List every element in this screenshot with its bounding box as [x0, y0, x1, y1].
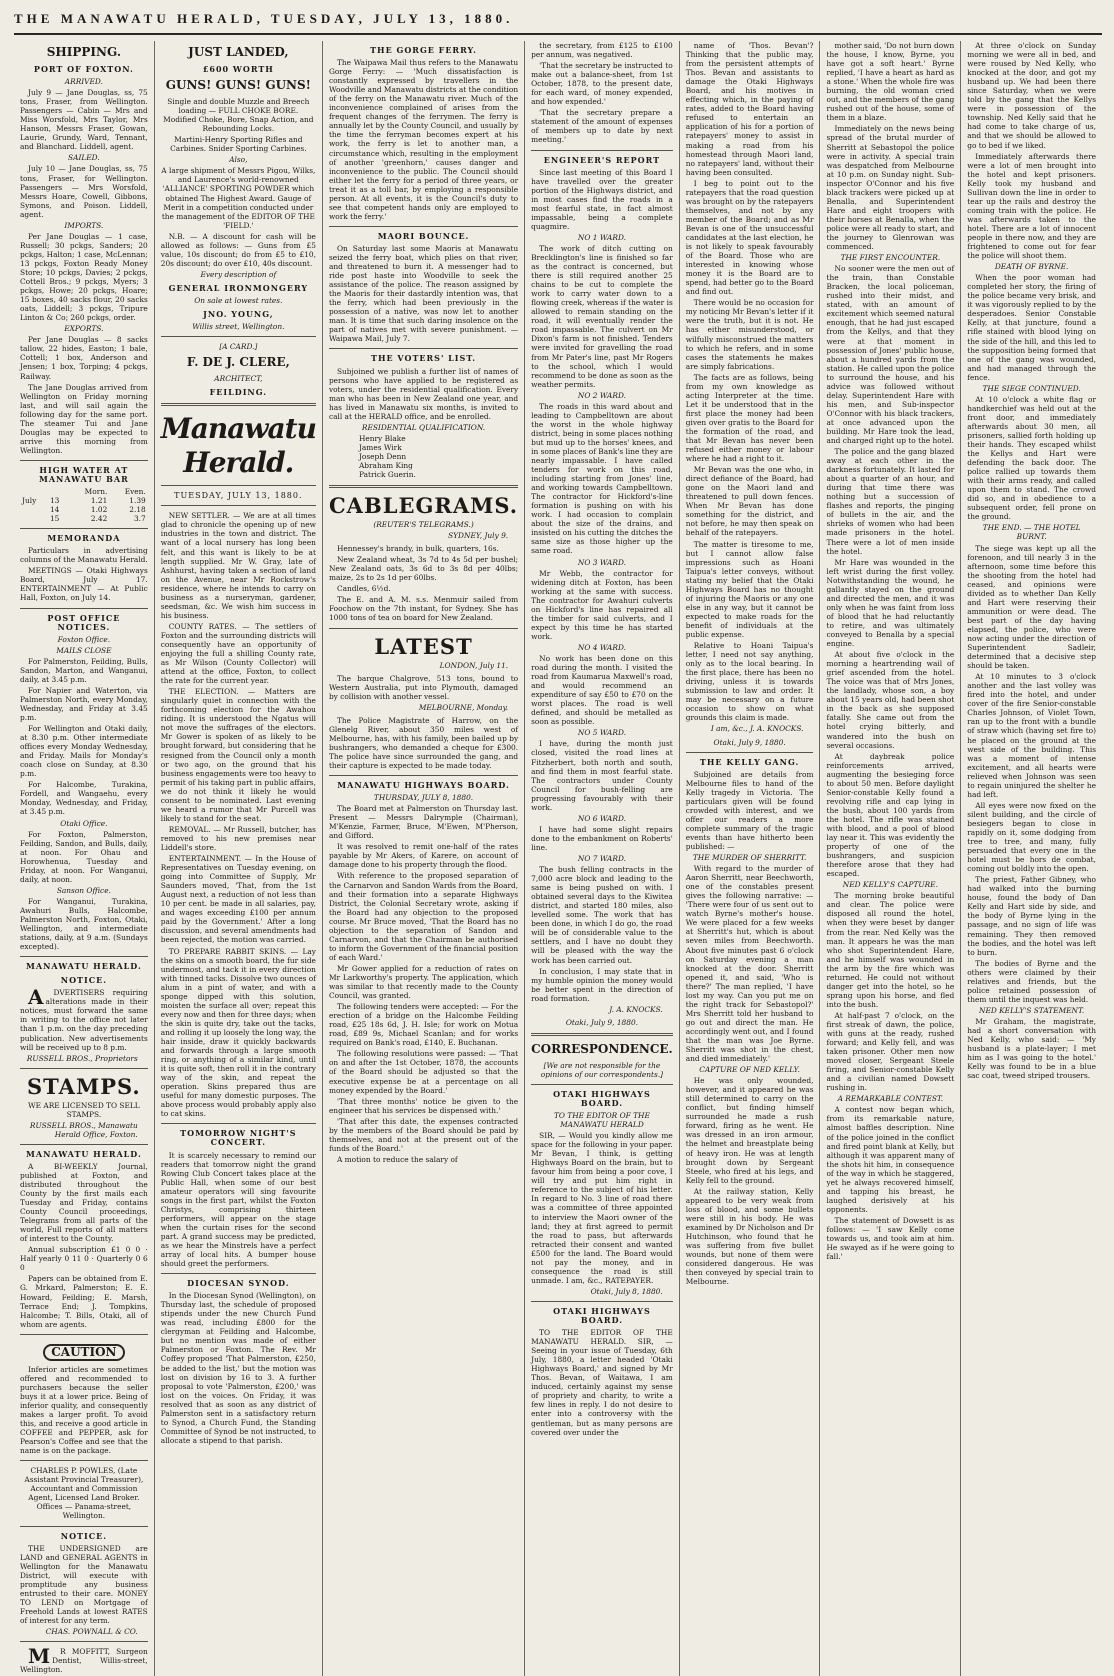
- mails-close-label: MAILS CLOSE: [56, 645, 112, 655]
- table-cell: 1.21: [90, 496, 108, 506]
- divider: [20, 1334, 148, 1335]
- divider: [161, 1273, 316, 1274]
- divider: [531, 1301, 673, 1302]
- kelly-text: The police and the gang blazed away at each other in the darkness fortunately. It lasted for about a quarter of an hour, and during that time there was nothing but a succession of flashes and reports, the pinging of bullets in the air, and the shrieks of women who had been made prisoners in the hotel. There were a lot of men inside the hotel.: [826, 447, 955, 556]
- divider: [531, 150, 673, 151]
- memoranda-meetings: MEETINGS — Otaki Highways Board, July 17. ENTERTAINMENT — At Public Hall, Foxton, on July 14.: [20, 566, 148, 603]
- table-cell: 1.02: [90, 505, 108, 515]
- ward-label: NO 7 WARD.: [577, 853, 626, 863]
- herald2-heading: MANAWATU HERALD.: [26, 1148, 142, 1159]
- notice2-signature: CHAS. POWNALL & CO.: [45, 1626, 138, 1636]
- table-cell: [20, 505, 48, 514]
- ward-label: NO 4 WARD.: [577, 642, 626, 652]
- table-header-cell: Even.: [124, 487, 146, 497]
- divider: [686, 752, 814, 753]
- article-paragraph: TO PREPARE RABBIT SKINS. — Lay the skins on a smooth board, the fur side undermost, and tack it in every direction with tinned tacks. Dissolve two ounces of alum in a pint of water, and with a sponge dipped with this solution, moisten the surface all over; repeat this every now and then for three days; when the skin is quite dry, take out the tacks, and rolling it up loosely the long way, the hair inside, draw it quickly backwards and forwards through a large smooth ring, or anything of a similar kind, until it is quite soft, then roll it in the contrary way of the skin, and repeat the operation. Skins prepared thus are useful for many domestic purposes. The above process would probably apply also to cat skins.: [160, 946, 316, 1119]
- kelly-text: No sooner were the men out of the train, than Constable Bracken, the local policeman, rushed into their midst, and stated, with an amount of excitement which seemed natural enough, that he had just escaped from the Kellys, and that they were at that moment in possession of Jones' public house, about a hundred yards from the station. He called upon the police to surround the house, and his advice was followed without delay. Superintendent Hare with his men, and Sub-inspector O'Connor with his black trackers, at once advanced upon the building. Mr Hare took the lead, and charged right up to the hotel.: [826, 264, 955, 446]
- ward-label: NO 1 WARD.: [577, 232, 626, 242]
- divider: [329, 775, 518, 776]
- arrival-text: July 9 — Jane Douglas, ss, 75 tons, Fraser, from Wellington. Passengers — Cabin — Mrs and Miss Worsfold, Mrs Taylor, Mrs Hanson, Messrs Fraser, Gowan, Laurie, Grundy, Ward, Tennant, and Blanchard. Liddell, agent.: [20, 88, 148, 152]
- columns: [14, 41, 1102, 1675]
- divider: [20, 608, 148, 609]
- divider: [20, 460, 148, 461]
- letter-signature: I am, &c., J. A. KNOCKS.: [710, 724, 804, 734]
- divider: [20, 1526, 148, 1527]
- capture-subheading: CAPTURE OF NED KELLY.: [699, 1065, 800, 1075]
- table-cell: 2.42: [90, 514, 108, 524]
- kelly-text: All eyes were now fixed on the silent building, and the circle of besiegers began to close in rapidly on it, some dodging from tree to tree, and many, fully persuaded that every one in the hotel must be hors de combat, coming out boldly into the open.: [967, 800, 1096, 874]
- table-header-cell: [20, 487, 48, 496]
- divider: [329, 226, 518, 227]
- kelly-text: Subjoined are details from Melbourne files to hand of the Kelly tragedy in Victoria. The particulars given will be found crowded with interest, and we offer our readers a more complete summary of the tragic events than have hitherto been published: —: [685, 769, 814, 851]
- high-water-heading: HIGH WATER AT MANAWATU BAR: [38, 464, 129, 484]
- table-row: [20, 514, 148, 523]
- maori-heading: MAORI BOUNCE.: [377, 230, 470, 241]
- post-text: For Wanganui, Turakina, Awahuri Bulls, Halcombe, Palmerston North, Foxton, Otaki, Wellington, and intermediate stations, daily, at 9 a.m. (Sundays excepted).: [20, 896, 148, 952]
- kelly-text: Mr Graham, the magistrate, had a short conversation with Ned Kelly, who said: — 'My husband is a plate-layer; I met him as I was going to the hotel.' Kelly was found to be in a blue sac coat, tweed striped trousers.: [967, 1016, 1096, 1081]
- table-cell: 3.7: [133, 514, 146, 524]
- powles-ad: CHARLES P. POWLES, (Late Assistant Provincial Treasurer), Accountant and Commission Agent, Licensed Land Broker. Offices — Panama-street, Wellington.: [24, 1466, 144, 1521]
- column-5: [680, 41, 821, 1676]
- table-header-row: [20, 487, 148, 496]
- foxton-office-label: Foxton Office.: [57, 634, 111, 644]
- engineer-place: Otaki, July 9, 1880.: [565, 1017, 638, 1027]
- correspondence-heading: CORRESPONDENCE.: [531, 1041, 673, 1056]
- ward-label: NO 6 WARD.: [577, 813, 626, 823]
- highways-text: The following tenders were accepted: — For the erection of a bridge on the Halcombe Feilding road, £25 18s 6d, J. H. Isle; for work on Motua road, £89 9s, Michael Scanlan; and for works required on Bank's road, £140, E. Buchanan.: [328, 1002, 519, 1048]
- clere-name: F. DE J. CLERE,: [186, 355, 290, 370]
- kelly-text: A contest now began which, from its remarkable nature, almost baffles description. Nine of the police joined in the conflict and fired point blank at Kelly, but although it was apparent many of the shots hit him, in consequence of the way in which he staggered, yet he always recovered himself, and tapping his breast, he laughed derisively at his opponents.: [826, 1105, 955, 1214]
- ned-kelly-capture-subheading: NED KELLY'S CAPTURE.: [842, 880, 938, 890]
- subscription-text: Annual subscription £1 0 0 · Half yearly 0 11 0 · Quarterly 0 6 0: [20, 1245, 148, 1273]
- letter-text: There would be no occasion for my noticing Mr Bevan's letter if it were the truth, but it is not. He has either misunderstood, or wilfully misconstrued the matters to which he refers, and in some cases the statements he makes are simply fabrications.: [685, 298, 814, 371]
- ward-label: NO 5 WARD.: [577, 728, 626, 738]
- divider: [20, 1460, 148, 1461]
- post-text: For Foxton, Palmerston, Feilding, Sandon, and Bulls, daily, at noon. For Ohau and Horowhenua, Tuesday and Friday, at noon. For Wanganui, daily, at noon.: [20, 829, 148, 884]
- engineer-text: Since last meeting of this Board I have travelled over the greater portion of the Highways district, and in most cases find the roads in a most fearful state, in fact almost impassable, being a complete quagmire.: [531, 167, 673, 231]
- kelly-text: At half-past 7 o'clock, on the first streak of dawn, the police, with guns at the ready, rushed forward; and Kelly fell, and was taken prisoner. Other men now moved closer, Sergeant Steele firing, and Senior-constable Kelly and a civilian named Dowsett rushing in.: [826, 1010, 955, 1093]
- notice-text: ADVERTISERS requiring alterations made in their notices, must forward the same in writing to the office not later than 1 p.m. on the day preceding publication. New advertisements will be received up to 8 p.m.: [20, 985, 148, 1052]
- kelly-text: mother said, 'Do not burn down the house, I know, Byrne, you have got a soft heart.' Byrne replied, 'I have a heart as hard as a stone.' When the whole fire was burning, the old woman cried out, and the members of the gang rushed out of the house, some of them in a blaze.: [826, 41, 955, 123]
- sailed-label: SAILED.: [68, 153, 100, 163]
- post-text: For Wellington and Otaki daily, at 8.30 p.m. Other intermediate offices every Monday Wednesday, and Friday. Mails for Monday's coach close on Sunday, at 8.30 p.m.: [20, 724, 148, 779]
- letter-place: Otaki, July 9, 1880.: [713, 737, 786, 747]
- table-cell: July: [22, 496, 37, 506]
- notice2-text: THE UNDERSIGNED are LAND and GENERAL AGENTS in Wellington for the Manawatu District, will execute with promptitude any business entrusted to their care. MONEY TO LEND on Mortgage of Freehold Lands at lowest RATES of interest for any term.: [20, 1543, 148, 1625]
- guns-heading: GUNS! GUNS! GUNS!: [165, 78, 311, 93]
- memoranda-text: Particulars in advertising columns of the Manawatu Herald.: [20, 546, 148, 565]
- kelly-text: The morning broke beautiful and clear. The police were disposed all round the hotel, when they were beset by danger from the rear. Ned Kelly was the man. It appears he was the man who shot Superintendent Hare, and he himself was wounded in the arm by the fire which was returned. He could not without danger get into the hotel, so he sprang upon his horse, and fled into the bush.: [826, 891, 955, 1009]
- column-7: [961, 41, 1102, 1676]
- divider: [20, 1068, 148, 1069]
- voters-list: [359, 434, 518, 479]
- table-cell: 13: [49, 496, 60, 506]
- masthead-title: THE MANAWATU HERALD, TUESDAY, JULY 13, 1880.: [14, 11, 514, 26]
- kelly-text: He was only wounded, however, and it appeared he was still determined to carry on the conflict, but finding himself surrounded he made a rush forward, firing as he went. He was dressed in an iron armour, the helmet and breastplate being of heavy iron. He was at length brought down by Sergeant Steele, who fired at his legs, and Kelly fell to the ground.: [685, 1076, 814, 1185]
- cable-text: The E. and A. M. s.s. Menmuir sailed from Foochow on the 7th instant, for Sydney. She has 1000 tons of tea on board for New Zealand.: [328, 595, 519, 623]
- table-header-cell: Morn.: [84, 487, 108, 497]
- statement-subheading: NED KELLY'S STATEMENT.: [979, 1005, 1085, 1015]
- column-2: [155, 41, 323, 1676]
- architect-label: ARCHITECT,: [214, 374, 263, 384]
- notice-heading: NOTICE.: [60, 975, 107, 986]
- arrived-label: ARRIVED.: [64, 77, 103, 87]
- engineer-signature: J. A. KNOCKS.: [609, 1004, 663, 1014]
- post-text: For Halcombe, Turakina, Fordell, and Wangaehu, every Monday, Wednesday, and Friday, at 3.45 p.m.: [20, 780, 148, 817]
- papers-text: Papers can be obtained from E. G. Mrkard, Palmerston; E. E. Howard, Feilding; E. Marsh, Terrace End; J. Tompkins, Halcombe; T. Bills, Otaki, all of whom are agents.: [20, 1274, 148, 1329]
- table-row: [20, 505, 148, 514]
- otaki-heading: OTAKI HIGHWAYS BOARD.: [553, 1088, 651, 1108]
- letter-text: TO THE EDITOR OF THE MANAWATU HERALD. SIR, — Seeing in your issue of Tuesday, 6th July, 1880, a letter headed 'Otaki Highways Board,' and signed by Mr Thos. Bevan, of Waitawa, I am induced, certainly against my sense of propriety and charity, to write a few lines in reply. I do not desire to enter into a controversy with the gentleman, but as many persons are covered over under the: [531, 1328, 673, 1437]
- reuter-label: (REUTER'S TELEGRAMS.): [373, 520, 474, 530]
- also-label: Also,: [229, 155, 248, 165]
- list-item: Patrick Guerin.: [358, 470, 416, 480]
- sanson-office-label: Sanson Office.: [56, 885, 111, 895]
- kelly-text: The siege was kept up all the forenoon, and till nearly 3 in the afternoon, some time before this the shooting from the hotel had ceased, and opinions were divided as to whether Dan Kelly and Hart were reserving their ammunition or were dead. The best part of the day having elapsed, the police, who were now acting under the direction of Superintendent Sadleir, determined that a decisive step should be taken.: [967, 543, 1096, 671]
- article-paragraph: NEW SETTLER. — We are at all times glad to chronicle the opening up of new industries in the town and district. The want of a local nursery has long been felt, and this want is likely to be at length supplied. Mr W. Gray, late of Ashhurst, having taken a section of land on the Avenue, near Mr Rockstrow's residence, where he intends to carry on business as a nurseryman, gardener, seedsman, &c. We wish him success in his business.: [160, 511, 316, 620]
- kelly-text: At daybreak police reinforcements arrived, augmenting the besieging force to about 50 men. Before daylight Senior-constable Kelly found a revolving rifle and cap lying in the bush, about 100 yards from the hotel. The rifle was stained with blood, and a pool of blood lay near it. This was evidently the property of one of the bushrangers, and suspicion therefore arose that they had escaped.: [826, 751, 955, 879]
- engineer-text: The work of ditch cutting on Brecklington's line is finished so far as the contract is concerned, but there is still required another 25 chains to be cut to complete the work to carry water down to a flowing creek, whereas if the water is allowed to remain standing on the road, it will eventually render the road impassable. The culvert on Mr Dixon's farm is not finished. Tenders were invited for gravelling the road from Mr Pater's line, past Mr Rogers to the school, which I would recommend to be done as soon as the weather permits.: [531, 243, 673, 389]
- kelly-text: At the railway station, Kelly appeared to be very weak from loss of blood, and some bullets were still in his body. He was examined by Dr Nicholson and Dr Hutchinson, who found that he was suffering from five bullet wounds, but none of them were considered dangerous. He was then conveyed by special train to Melbourne.: [685, 1186, 814, 1287]
- kelly-text: When the poor woman had completed her story, the firing of the police became very brisk, and it was vigorously replied to by the desperadoes. Senior Constable Kelly, at that juncture, found a rifle stained with blood lying on the side of the hill, and this led to the supposition being formed that one of the gang was wounded, and had managed through the fence.: [967, 273, 1096, 382]
- highways-heading: MANAWATU HIGHWAYS BOARD.: [337, 780, 510, 791]
- every-label: Every description of: [200, 269, 277, 279]
- concert-text: It is scarcely necessary to remind our readers that tomorrow night the grand Rowing Club Concert takes place at the Public Hall, when some of our best amateur operators will sing favourite songs in the first part, whilst the Foxton Christys, comprising thirteen performers, will appear on the stage when the curtain rises for the second part. A grand success may be predicted, as we hear the Minstrels have a perfect array of local hits. A bumper house should greet the performers.: [160, 1150, 316, 1269]
- article-paragraph: REMOVAL. — Mr Russell, butcher, has removed to his new premises near Liddell's store.: [160, 824, 316, 852]
- masthead: [14, 8, 1102, 35]
- exports-label: EXPORTS.: [64, 324, 104, 334]
- cable-text: New Zealand wheat, 3s 7d to 4s 5d per bushel; New Zealand oats, 3s 6d to 3s 8d per 40lbs; maize, 2s to 2s 1d per 60lbs.: [328, 555, 519, 583]
- engineer-heading: ENGINEER'S REPORT: [543, 154, 661, 165]
- concert-heading: TOMORROW NIGHT'S CONCERT.: [180, 1128, 297, 1148]
- highways-text: The following resolutions were passed: — 'That on and after the 1st October, 1878, the accounts of the Board should be adjusted so that the executive expense be at a percentage on all money expended by the Board.': [328, 1049, 519, 1095]
- ward-label: NO 3 WARD.: [577, 557, 626, 567]
- correspondence-note: [We are not responsible for the opinions of our correspondents.]: [540, 1060, 664, 1079]
- shipping-heading: SHIPPING.: [46, 45, 121, 59]
- notice2-heading: NOTICE.: [60, 1530, 107, 1541]
- letter-signature: Otaki, July 8, 1880.: [590, 1286, 663, 1296]
- cable-text: Candles, 6½d.: [336, 584, 391, 594]
- divider: [20, 1144, 148, 1145]
- column-3: [323, 41, 525, 1676]
- table-cell: 15: [49, 514, 60, 524]
- ferry-text: The Waipawa Mail thus refers to the Manawatu Gorge Ferry: — 'Much dissatisfaction is constantly expressed by travellers in the Woodville and Manawatu districts at the condition of the ferry on the Manawatu river. Much of the inconvenience complained of arises from the frequent changes of the ferrymen. The ferry is annually let by the County Council, and usually by the time the ferryman becomes expert at his work, the ferry is let to another man, a circumstance which, resulting in the employment of another 'greenhorn,' causes danger and inconvenience to the public. The Council should either let the ferry for a period of three years, or treat it as a toll bar, by employing a responsible person. At all events, it is the Council's duty to see that competent hands only are employed to work the ferry.': [328, 58, 519, 221]
- high-water-table: [20, 487, 148, 523]
- voters-text: Subjoined we publish a further list of names of persons who have applied to be registered as voters, under the residential qualification. Every man who has been in New Zealand one year, and has lived in Manawatu six months, is invited to call at the HERALD office, and be enrolled.: [328, 366, 519, 421]
- letter-text: The facts are as follows, being from my own knowledge as acting Interpreter at the time. Let it be understood that in the first place the money had been given over gratis to the Board for the formation of the road, and that Mr Bevan has never been refused either money or labour where he had a right to it.: [685, 372, 814, 464]
- stamps-signature: RUSSELL BROS., Manawatu Herald Office, Foxton.: [29, 1120, 138, 1139]
- synod-text: In the Diocesan Synod (Wellington), on Thursday last, the schedule of proposed stipends under the new Church Fund was read, including £800 for the clergyman at Feilding and Halcombe, but no mention was made of either Palmerston or Foxton. The Rev. Mr Coffey proposed 'That Palmerston, £250, be added to the list,' but the motion was lost on division by 16 to 3. A further proposal to vote 'Palmerston, £200,' was lost on the voices. On Friday, it was resolved that as soon as any district of Palmerston sent in a satisfactory return to Synod, a Church Fund, the Standing Committee of Synod be not instructed, to allocate a stipend to that parish.: [160, 1291, 316, 1445]
- guns-text: Single and double Muzzle and Breech loading — FULL CHOKE BORE. Modified Choke, Bore, Snap Action, and Rebounding Locks.: [163, 97, 314, 134]
- latest-text: The barque Chalgrove, 513 tons, bound to Western Australia, put into Plymouth, damaged by collision with another vessel.: [328, 673, 519, 701]
- synod-heading: DIOCESAN SYNOD.: [187, 1278, 290, 1289]
- siege-subheading: THE SIEGE CONTINUED.: [982, 383, 1081, 393]
- otaki-to: TO THE EDITOR OF THE MANAWATU HERALD: [553, 1111, 650, 1130]
- divider: [531, 1084, 673, 1085]
- sniders-text: Martini-Henry Sporting Rifles and Carbines. Snider Sporting Carbines.: [170, 135, 307, 154]
- list-item: Henry Blake: [358, 433, 406, 443]
- letter-text: I beg to point out to the ratepayers that the road question was brought on by the ratepayers themselves, and not by any member of the Board; and as Mr Bevan is one of the unsuccessful candidates at the last election, he is not likely to speak favourably of the Board. Those who are interested in knowing whose money it is the Board are to spend, had better go to the Board and find out.: [685, 178, 814, 297]
- engineer-text: No work has been done on this road during the month. I visited the road from Kaumarua Maxwell's road, and would recommend an expenditure of say £50 to £70 on the worst places. The road is well defined, and should be metalled as soon as possible.: [531, 654, 673, 727]
- kelly-text: At three o'clock on Sunday morning we were all in bed, and were roused by Ned Kelly, who knocked at the door, and got my husband up. We had been there since Saturday, when we were told by the gang that the Kellys were in possession of the township. Ned Kelly said that he had come to take charge of us, and that we should be allowed to go to bed if we liked.: [967, 41, 1096, 150]
- kelly-text: Mr Hare was wounded in the left wrist during the first volley. Notwithstanding the wound, he gallantly stayed on the ground and directed the men, and it was only when he was faint from loss of blood that he had reluctantly to retire, and was ultimately conveyed to Benalla by a special engine.: [826, 557, 955, 649]
- kelly-text: With regard to the murder of Aaron Sherritt, near Beechworth, one of the constables present gives the following narrative: — 'There were four of us sent out to watch Byrne's mother's house. We were placed for a few weeks at Sherritt's hut, which is about seven miles from Beechworth. About five minutes past 6 o'clock on Saturday evening a man knocked at the door. Sherritt opened it, and said, 'Who is there?' The man replied, 'I have lost my way. Can you put me on the right track for Sebastopol?' Mrs Sherritt told her husband to go out and direct the man. He accordingly went out, and I found that the man was Joe Byrne. Sherritt was shot in the chest, and died immediately.': [685, 864, 814, 1064]
- engineer-text: I have had some slight repairs done to the embankment on Roberts' line.: [531, 824, 673, 852]
- otaki2-heading: OTAKI HIGHWAYS BOARD.: [553, 1305, 651, 1325]
- letter-text: The matter is tiresome to me, but I cannot allow false impressions such as Hoani Taipua's letter conveys, without stating my belief that the Otaki Highways Board has no thought of injuring the Maoris or any one else in any way, but it cannot be expected to make roads for the benefit of individuals at the public expense.: [685, 539, 814, 639]
- cablegrams-heading: CABLEGRAMS.: [328, 493, 519, 519]
- feilding-label: FEILDING.: [209, 387, 268, 398]
- article-paragraph: THE ELECTION. — Matters are singularly quiet in connection with the forthcoming election for the Awahou riding. It is understood the Ngatus will not move the suffrages of the electors. Mr Gower is spoken of as likely to be brought forward, but considering that he resigned from the Council only a month or two ago, on the ground that his business engagements were too heavy to permit of his taking part in public affairs, we do not think it likely he would consent to be nominated. Last evening we heard a rumor that Mr Purcell was likely to stand for the seat.: [160, 687, 316, 823]
- murder-subheading: THE MURDER OF SHERRITT.: [692, 853, 807, 863]
- divider: [329, 628, 518, 629]
- melbourne-dateline: MELBOURNE, Monday.: [418, 702, 509, 712]
- kelly-heading: THE KELLY GANG.: [699, 756, 800, 767]
- maori-text: On Saturday last some Maoris at Manawatu seized the ferry boat, which plies on that river, and threatened to burn it. A messenger had to ride post haste into Woodville to seek the assistance of the police. The reason assigned by the Maoris for their dastardly intention was, that the ferry, which had been previously in the possession of a native, was now let to another man. It is time that such daring insolence on the part of natives met with severe punishment. — Waipawa Mail, July 7.: [328, 243, 519, 344]
- highways-text: 'That after this date, the expenses contracted by the members of the Board should be paid by themselves, and not at the present out of the funds of the Board.': [328, 1116, 519, 1153]
- powder-text: A large shipment of Messrs Pigou, Wilks, and Laurence's world-renowned 'ALLIANCE' SPORTING POWDER which obtained The Highest Award. Gauge of Merit in a competition conducted under the management of the EDITOR OF THE 'FIELD.': [161, 166, 316, 230]
- expected-text: The Jane Douglas arrived from Wellington on Friday morning last, and will sail again the following day for the same port. The steamer Tui and Jane Douglas may be expected to arrive this morning from Wellington.: [20, 382, 148, 455]
- card-label: [A CARD.]: [219, 342, 258, 352]
- notice-signature: RUSSELL BROS., Proprietors: [26, 1053, 138, 1063]
- residential-label: RESIDENTIAL QUALIFICATION.: [361, 422, 486, 432]
- caution-badge: CAUTION: [43, 1344, 124, 1361]
- article-paragraph: 'That the secretary prepare a statement of the amount of expenses of members up to date by next meeting.': [531, 108, 673, 145]
- highways-text: The Board met at Palmerston on Thursday last. Present — Messrs Dalrymple (Chairman), M'Kenzie, Farmer, Bruce, M'Ewen, M'Pherson, and Gifford.: [328, 804, 519, 841]
- divider: [20, 1641, 148, 1642]
- latest-text: The Police Magistrate of Harrow, on the Glenelg River, about 350 miles west of Melbourne, has, with his family, been bailed up by bushrangers, who demanded a cheque for £300. The police have since surrounded the gang, and their capture is expected to be made today.: [328, 715, 519, 770]
- just-landed-heading: JUST LANDED,: [188, 45, 289, 59]
- voters-heading: THE VOTERS' LIST.: [371, 353, 477, 364]
- column-4: [525, 41, 680, 1676]
- highways-text: 'That three months' notice be given to the engineer that his services be dispensed with.': [328, 1096, 519, 1115]
- worth-heading: £600 WORTH: [202, 64, 274, 74]
- article-paragraph: ENTERTAINMENT. — In the House of Representatives on Tuesday evening, on going into Committee of Supply, Mr Saunders moved, 'That, from the 1st August next, a reduction of not less than 10 per cent. be made in all salaries, pay, and wages exceeding £100 per annum paid by the Government.' After a long discussion, and several amendments had been rejected, the motion was carried.: [160, 854, 316, 945]
- letter-text: Mr Bevan was the one who, in direct defiance of the Board, had gone on the Maori land and threatened to pull down fences. When Mr Bevan has done something for the district, and not before, he may then speak on behalf of the ratepayers.: [685, 465, 814, 538]
- divider: [161, 1123, 316, 1124]
- table-row: [20, 496, 148, 505]
- engineer-text: I have, during the month just closed, visited the road lines at Fitzherbert, both north and south, and find them in most fearful state. The contractors under County Council for bush-felling are progressing favourably with their work.: [531, 739, 673, 812]
- ironmongery-heading: GENERAL IRONMONGERY: [168, 282, 309, 293]
- engineer-text: The roads in this ward about and leading to Campbelltown are about the worst in the whole highway district, being in some places nothing but mud up to the horses' knees, and in some places of Bank's line they are nearly impassable. I have called tenders for work on this road, including starting from Jones' line, and working towards Campbelltown. The contractor for Hickford's-line formation is pushing on with his work. I had occasion to complain about the size of the drains, and insisted on his cutting the ditches the same size as those higher up the same road.: [531, 401, 673, 556]
- table-cell: 14: [49, 505, 60, 515]
- otaki-office-label: Otaki Office.: [60, 818, 108, 828]
- letter-text: SIR, — Would you kindly allow me space for the following in your paper. Mr Bevan, I think, is getting Highways Board on the brain, but to favour him from being a poor cove, I will try and put him right in reference to the subject of his letter. In regard to No. 3 line of road there was a committee of three appointed to interview the Maori owner of the land; they at first agreed to permit the road to pass, but afterwards retracted their consent and wanted £500 for the land. The Board would not pay the money, and in consequence the road is still unmade. I am, &c., RATEPAYER.: [531, 1131, 673, 1285]
- divider: [161, 336, 316, 337]
- exports-text: Per Jane Douglas — 8 sacks tallow, 22 hides, Easton; 1 bale, Cottell; 1 box, Anderson and Jensen; 1 box, Torping; 4 pckgs, Railway.: [20, 335, 148, 381]
- highways-text: A motion to reduce the salary of: [336, 1154, 458, 1164]
- post-text: For Napier and Waterton, via Palmerston North, every Monday, Wednesday, and Friday at 3.45 p.m.: [20, 685, 148, 722]
- latest-heading: LATEST: [374, 633, 473, 659]
- death-subheading: DEATH OF BYRNE.: [994, 262, 1069, 272]
- kelly-text: At about five o'clock in the morning a heartrending wail of grief ascended from the hotel. The voice was that of Mrs Jones, the landlady, whose son, a boy about 15 years old, had been shot in the back as she supposed fatally. She came out from the hotel crying bitterly, and wandered into the bush on several occasions.: [826, 650, 955, 750]
- list-item: Joseph Denn: [358, 451, 407, 461]
- highways-text: With reference to the proposed separation of the Carnarvon and Sandon Wards from the Board, and their formation into a separate Highways District, the Colonial Secretary wrote, asking if the Board had any objection to the proposed course. Mr Bruce moved, 'That the Board has no objection to the separation of Sandon and Carnarvon, and that the Chairman be authorised to inform the Government of the financial position of each Ward.': [328, 871, 519, 962]
- kelly-text: The statement of Dowsett is as follows: — 'I saw Kelly come towards us, and took aim at him. He swayed as if he were going to fall.': [826, 1215, 955, 1262]
- divider: [20, 528, 148, 529]
- imports-label: IMPORTS.: [64, 220, 104, 230]
- list-item: Abraham King: [358, 460, 413, 470]
- divider: [161, 485, 316, 486]
- engineer-text: In conclusion, I may state that in my humble opinion the money would be better spent in the direction of road formation.: [531, 966, 673, 1003]
- herald2-text: A BI-WEEKLY Journal, published at Foxton, and distributed throughout the County by the first mails each Tuesday and Friday, contains County Council proceedings, Telegrams from all parts of the world, Full reports of all matters of interest to the County.: [20, 1161, 148, 1244]
- post-office-heading: POST OFFICE NOTICES.: [47, 612, 121, 632]
- ward-label: NO 2 WARD.: [577, 390, 626, 400]
- kelly-text: At 10 minutes to 3 o'clock another and the last volley was fired into the hotel, and under cover of the fire Senior-constable Charles Johnson, of Violet Town, ran up to the front with a bundle of straw which (having set fire to) he placed on the ground at the west side of the building. This was a moment of intense excitement, and all hearts were relieved when Johnson was seen to regain uninjured the shelter he had left.: [967, 672, 1096, 799]
- letter-text: name of 'Thos. Bevan'? Thinking that the public may, from the persistent attempts of Thos. Bevan and assistants to damage the Otaki Highways Board, and his motives in effecting which, in the paying of rates, added to the Board having refused to entertain an application of his for a portion of ratepayers' money to assist in making a road from his homestead through Maori land, no ratepayers' land, without their having been consulted.: [685, 41, 814, 177]
- table-cell: [20, 514, 48, 523]
- divider: [329, 485, 518, 488]
- article-paragraph: COUNTY RATES. — The settlers of Foxton and the surrounding districts will consequently have an opportunity of enjoying the full a shilling County rate, as Mr Wilson (County Collector) will attend at the office, Foxton, to collect the rate for the current year.: [160, 621, 316, 686]
- table-cell: 2.18: [129, 505, 146, 515]
- kelly-text: The priest, Father Gibney, who had walked into the burning house, found the body of Dan Kelly and Hart side by side, and the body of Byrne lying in the passage, and no sign of life was remaining. They then removed the bodies, and the hotel was left to burn.: [967, 875, 1096, 957]
- discount-text: N.B. — A discount for cash will be allowed as follows: — Guns from £5 value, 10s discount; do from £5 to £10, 20s discount; do over £10, 40s discount.: [160, 231, 316, 268]
- stamps-text: WE ARE LICENSED TO SELL STAMPS.: [28, 1100, 140, 1119]
- column-1: [14, 41, 155, 1676]
- first-encounter-subheading: THE FIRST ENCOUNTER.: [840, 253, 941, 263]
- kelly-text: At 10 o'clock a white flag or handkerchief was held out at the front door, and immediately afterwards about 30 men, all prisoners, sallied forth holding up their hands. They escaped whilst the Kellys and Hart were defending the back door. The police rallied up towards them with their arms ready, and called upon them to stand. The crowd did so, and in obedience to a subsequent order, fell prone on the ground.: [967, 394, 1096, 522]
- article-paragraph: the secretary, from £125 to £100 per annum, was negatived.: [531, 41, 673, 60]
- kelly-text: Immediately on the news being spread of the brutal murder of Sherritt at Sebastopol the police were in activity. A special train was despatched from Melbourne at 10 p.m. on Sunday night. Sub-inspector O'Connor and his five black trackers were picked up at Benalla, and Superintendent Hare and eight troopers with their horses at Benalla, when the police were all ready to start, and the journey to Glenrowan was commenced.: [826, 124, 955, 252]
- memoranda-heading: MEMORANDA: [47, 533, 121, 544]
- moffitt-ad: MR MOFFITT, Surgeon Dentist, Willis-street, Wellington.: [20, 1644, 148, 1675]
- dateline: TUESDAY, JULY 13, 1880.: [174, 491, 303, 501]
- divider: [20, 956, 148, 957]
- sale-label: On sale at lowest rates.: [194, 295, 283, 305]
- table-header-cell: [48, 487, 69, 496]
- post-text: For Palmerston, Feilding, Bulls, Sandon, Marton, and Wanganui, daily, at 3.45 p.m.: [20, 656, 148, 684]
- port-heading: PORT OF FOXTON.: [33, 64, 134, 74]
- kelly-text: Immediately afterwards there were a lot of men brought into the hotel and kept prisoners. Kelly took my husband and Sullivan down the line in order to tear up the rails and destroy the coming train with the police. He was afterwards taken to the hotel. There are a lot of innocent people in there now, and they are frightened to come out for fear the police will shoot them.: [967, 151, 1096, 261]
- divider: [329, 348, 518, 349]
- kelly-text: The bodies of Byrne and the others were claimed by their relatives and friends, but the police retained possession of them until the inquest was held.: [967, 958, 1096, 1004]
- divider: [161, 403, 316, 406]
- caution-text: Inferior articles are sometimes offered and recommended to purchasers because the seller buys it at a lower price. Being of inferior quality, and consequently makes a larger profit. To avoid this, and receive a good article in COFFEE and PEPPER, ask for Pearson's Coffee and see that the name is on the package.: [20, 1364, 148, 1456]
- article-paragraph: 'That the secretary be instructed to make out a balance-sheet, from 1st October, 1878, to the present date, for each ward, of money expended, and how expended.': [531, 61, 673, 107]
- engineer-text: The bush felling contracts in the 7,000 acre block and leading to the same is being pushed on with. I obtained several days to the Kiwitea district, and started 180 miles, also levelled some. The work that has been done, in which I do go, the road will be of considerable value to the settlers, and I have no doubt they will be pleased with the way the work has been carried out.: [531, 865, 673, 965]
- engineer-text: Mr Webb, the contractor for widening ditch at Foxton, has been working at the same with success. The contractor for Awahuri culverts on Hickford's line has repaired all the timber for said culverts, and I expect by this time he has started work.: [531, 568, 673, 641]
- nameplate: Manawatu Herald.: [160, 412, 316, 480]
- herald-heading: MANAWATU HERALD.: [26, 961, 142, 972]
- sailing-text: July 10 — Jane Douglas, ss, 75 tons, Fraser, for Wellington. Passengers — Mrs Worsfold, Messrs Hoare, Cowell, Gibbons, Symons, and Poison. Liddell, agent.: [20, 164, 148, 219]
- london-dateline: LONDON, July 11.: [439, 660, 509, 670]
- sydney-dateline: SYDNEY, July 9.: [448, 531, 509, 541]
- highways-text: It was resolved to remit one-half of the rates payable by Mr Akers, of Karere, on account of damage done to his property through the flood.: [328, 842, 519, 870]
- highways-text: Mr Gower applied for a reduction of rates on Mr Larkworthy's property. The application, which was similar to that recently made to the County Council, was granted.: [328, 963, 519, 1001]
- imports-text: Per Jane Douglas — 1 case, Russell; 30 pckgs, Sanders; 20 pckgs, Halton; 1 case, McLennan; 13 pckgs, Foxton Ready Money Store; 10 pckgs, Davies; 2 pckgs, Cottell Bros.; 9 pckgs, Myers; 3 pckgs, Howe; 20 pckgs, Hoare; 15 boxes, 40 sacks flour, 20 sacks oats, Liddell; 3 pckgs, Tripure Linton & Co; 260 pckgs, order.: [20, 231, 148, 323]
- end-subheading: THE END. — THE HOTEL BURNT.: [982, 523, 1081, 542]
- ferry-heading: THE GORGE FERRY.: [370, 45, 477, 55]
- column-6: [820, 41, 961, 1676]
- letter-text: Relative to Hoani Taipua's letter, I need not say anything, only as to the local bearing. In the first place, there has been no driving, unless it is towards submission to law and order. It may be necessary on a future occasion to show on what grounds this claim is made.: [685, 641, 814, 723]
- divider: [531, 1033, 673, 1036]
- stamps-heading: STAMPS.: [27, 1073, 141, 1099]
- young-address: Willis street, Wellington.: [192, 322, 285, 332]
- cable-text: Hennessey's brandy, in bulk, quarters, 16s.: [336, 544, 499, 554]
- divider: [161, 505, 316, 506]
- list-item: James Wirk: [358, 442, 402, 452]
- young-name: JNO. YOUNG,: [203, 309, 274, 320]
- table-cell: 1.39: [129, 496, 146, 506]
- remarkable-subheading: A REMARKABLE CONTEST.: [837, 1094, 944, 1104]
- highways-date: THURSDAY, JULY 8, 1880.: [373, 793, 474, 803]
